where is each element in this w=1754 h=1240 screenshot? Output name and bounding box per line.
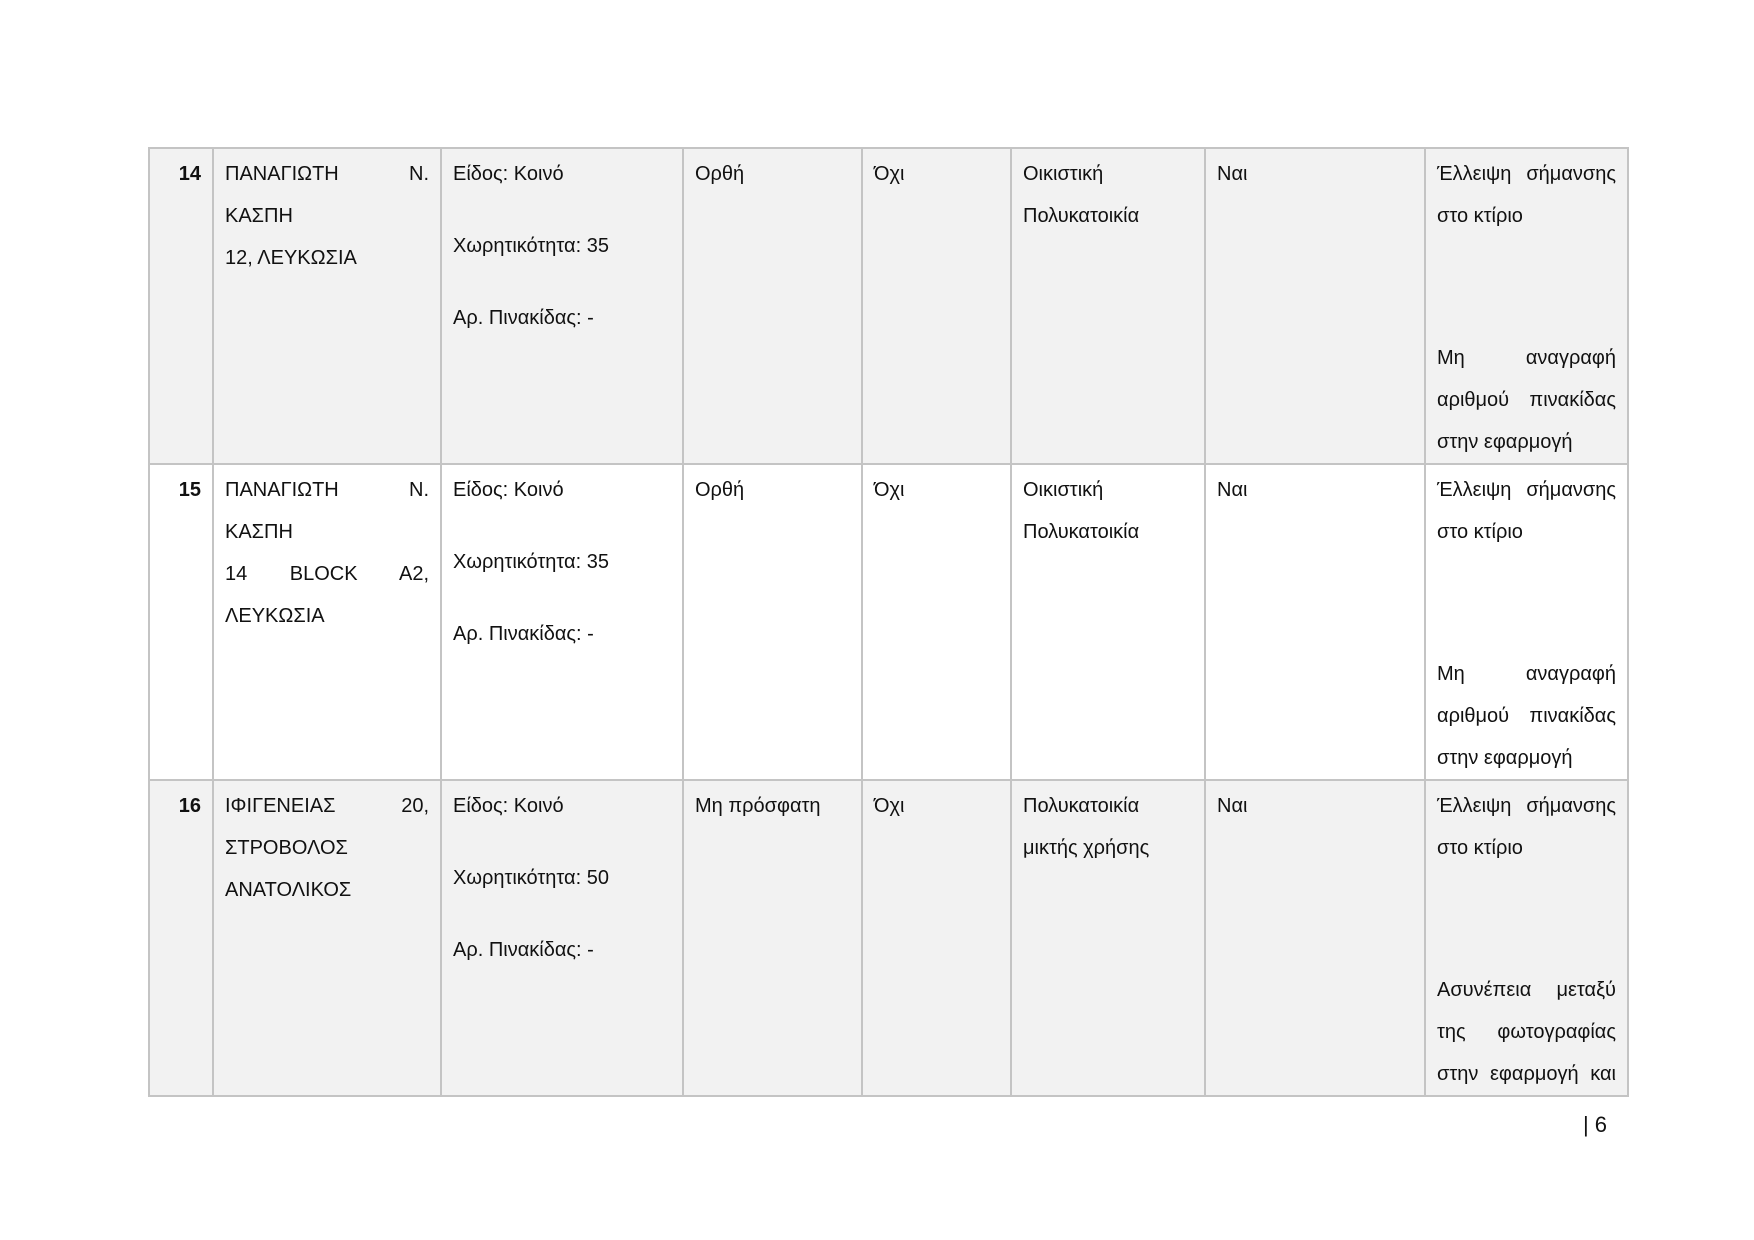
plate-text: Αρ. Πινακίδας: - <box>453 307 594 329</box>
category-line: Οικιστική <box>1023 163 1104 185</box>
row-number: 15 <box>149 464 213 780</box>
capacity-text: Χωρητικότητα: 35 <box>453 235 609 257</box>
note-line: της φωτογραφίας <box>1437 1021 1616 1043</box>
note-line: Έλλειψη σήμανσης <box>1437 479 1616 501</box>
address-line: ΛΕΥΚΩΣΙΑ <box>225 605 325 627</box>
note-line: Ασυνέπεια μεταξύ <box>1437 979 1616 1001</box>
answer-cell: Ναι <box>1205 464 1425 780</box>
address-line: ΑΝΑΤΟΛΙΚΟΣ <box>225 879 352 901</box>
capacity-text: Χωρητικότητα: 35 <box>453 551 609 573</box>
details-cell <box>441 148 683 464</box>
photo-status-cell: Ορθή <box>683 464 862 780</box>
answer-cell: Ναι <box>1205 148 1425 464</box>
address-line: ΙΦΙΓΕΝΕΙΑΣ 20, <box>225 795 429 817</box>
plate-text: Αρ. Πινακίδας: - <box>453 939 594 961</box>
flag-cell: Όχι <box>862 780 1011 1096</box>
table-row <box>149 780 1628 1096</box>
note-line: στην εφαρμογή και <box>1437 1063 1616 1085</box>
note-line: αριθμού πινακίδας <box>1437 389 1616 411</box>
page-number: | 6 <box>1582 1112 1607 1137</box>
address-cell <box>213 148 441 464</box>
note-line: στο κτίριο <box>1437 205 1523 227</box>
note-line: Μη αναγραφή <box>1437 347 1616 369</box>
category-line: Πολυκατοικία <box>1023 795 1140 817</box>
category-cell <box>1011 464 1205 780</box>
stations-table <box>148 147 1629 1097</box>
note-line: στην εφαρμογή <box>1437 747 1573 769</box>
notes-cell <box>1425 148 1628 464</box>
note-line: Έλλειψη σήμανσης <box>1437 163 1616 185</box>
type-text: Είδος: Κοινό <box>453 163 564 185</box>
category-cell <box>1011 148 1205 464</box>
address-cell <box>213 780 441 1096</box>
photo-status-cell: Μη πρόσφατη <box>683 780 862 1096</box>
note-line: αριθμού πινακίδας <box>1437 705 1616 727</box>
row-number: 16 <box>149 780 213 1096</box>
notes-cell <box>1425 464 1628 780</box>
type-text: Είδος: Κοινό <box>453 795 564 817</box>
address-line: ΠΑΝΑΓΙΩΤΗ Ν. ΚΑΣΠΗ <box>225 163 429 227</box>
note-line: στο κτίριο <box>1437 837 1523 859</box>
plate-text: Αρ. Πινακίδας: - <box>453 623 594 645</box>
notes-cell <box>1425 780 1628 1096</box>
category-line: Πολυκατοικία <box>1023 521 1140 543</box>
note-line: στο κτίριο <box>1437 521 1523 543</box>
details-cell <box>441 464 683 780</box>
capacity-text: Χωρητικότητα: 50 <box>453 867 609 889</box>
answer-cell: Ναι <box>1205 780 1425 1096</box>
photo-status-cell: Ορθή <box>683 148 862 464</box>
flag-cell: Όχι <box>862 464 1011 780</box>
category-line: μικτής χρήσης <box>1023 837 1150 859</box>
address-line: ΣΤΡΟΒΟΛΟΣ <box>225 837 348 859</box>
table-row <box>149 148 1628 464</box>
address-line: ΠΑΝΑΓΙΩΤΗ Ν. ΚΑΣΠΗ <box>225 479 429 543</box>
category-line: Οικιστική <box>1023 479 1104 501</box>
note-line: Μη αναγραφή <box>1437 663 1616 685</box>
note-line: Έλλειψη σήμανσης <box>1437 795 1616 817</box>
address-cell <box>213 464 441 780</box>
details-cell <box>441 780 683 1096</box>
row-number: 14 <box>149 148 213 464</box>
flag-cell: Όχι <box>862 148 1011 464</box>
type-text: Είδος: Κοινό <box>453 479 564 501</box>
table-row <box>149 464 1628 780</box>
category-cell <box>1011 780 1205 1096</box>
category-line: Πολυκατοικία <box>1023 205 1140 227</box>
note-line: στην εφαρμογή <box>1437 431 1573 453</box>
address-line: 14 BLOCK A2, <box>225 563 429 585</box>
address-line: 12, ΛΕΥΚΩΣΙΑ <box>225 247 357 269</box>
